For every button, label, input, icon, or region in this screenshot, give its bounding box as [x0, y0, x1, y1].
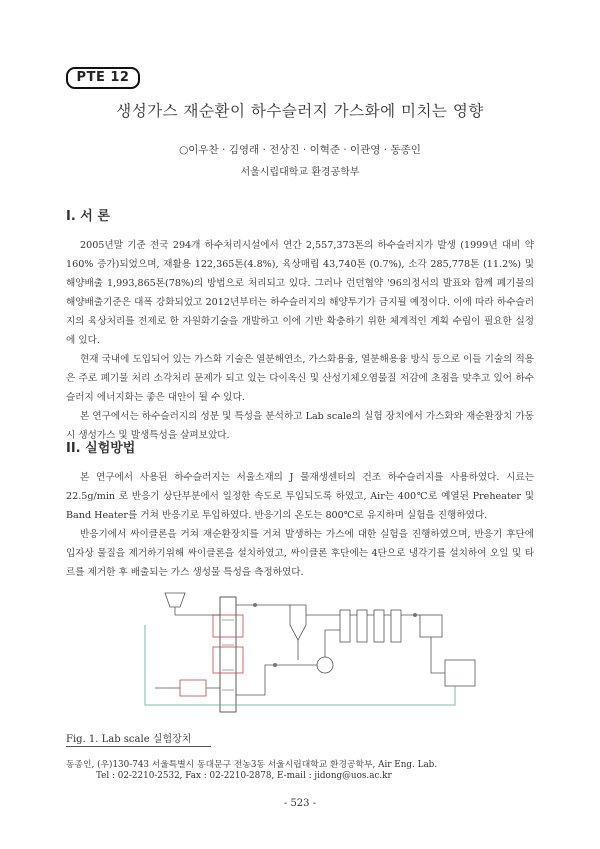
cooler-2 — [357, 610, 367, 642]
footnote-address: 동종인, (우)130-743 서울특별시 동대문구 전농3동 서울시립대학교 환경공학부, Air Eng. Lab. — [66, 760, 438, 770]
authors: ○이우찬 · 김영래 · 전상진 · 이혁준 · 이관영 · 동종인 — [179, 144, 421, 156]
lab-apparatus-diagram — [125, 585, 485, 717]
feeder-hopper — [165, 593, 185, 607]
method-heading: II. 실험방법 — [66, 441, 136, 456]
preheater — [180, 680, 206, 696]
session-badge: PTE 12 — [66, 67, 140, 89]
cooler-4 — [391, 610, 401, 642]
affiliation: 서울시립대학교 환경공학부 — [240, 167, 360, 178]
cooler-3 — [374, 610, 384, 642]
figure-caption: Fig. 1. Lab scale 실험장치 — [66, 734, 192, 745]
intro-paragraph-2: 현재 국내에 도입되어 있는 가스화 기술은 열분해연소, 가스화용융, 열분해용융 방식 등으로 이들 기술의 적용은 주로 폐기물 처리 소각처리 문제가 되고 있는 다이옥신 및 산성기체오염물질 저감에 초점을 맞추고 있어 하수슬러지 에너지화는 좋은 대안이 될 수 있다. — [66, 354, 534, 403]
recirculation-pump — [317, 657, 333, 673]
intro-paragraph-1: 2005년말 기준 전국 294개 하수처리시설에서 연간 2,557,373톤의 하수슬러지가 발생 (1999년 대비 약 160% 증가)되었으며, 재활용 122,365톤(4.8%), 육상매립 43,740톤 (0.7%), 소각 285,778톤 (11.2%) 및 해양배출 1,993,865톤(78%)의 방법으로 처리되고 있다. 그러나 런던협약 '96의정서의 발표와 함께 폐기물의 해양배출기준은 대폭 강화되었고 2012년부터는 하수슬러지의 해양투기가 금지될 예정이다. 이에 따라 하수슬러지의 육상처리를 전제로 한 자원화기술을 개발하고 이에 기반 확충하기 위한 체계적인 계획 수립이 필요한 실정에 있다. — [66, 240, 534, 346]
footnote-contact: Tel : 02-2210-2532, Fax : 02-2210-2878, E-mail : jidong@uos.ac.kr — [96, 771, 392, 781]
cooler-1 — [340, 610, 350, 642]
footnote-rule — [66, 746, 211, 747]
intro-heading: I. 서 론 — [66, 209, 110, 224]
page-number: - 523 - — [283, 798, 317, 809]
intro-paragraph-3: 본 연구에서는 하수슬러지의 성분 및 특성을 분석하고 Lab scale의 실험 장치에서 가스화와 재순환장치 가동시 생성가스 및 발생특성을 살펴보았다. — [66, 411, 534, 441]
band-heater — [213, 615, 243, 637]
method-paragraph-2: 반응기에서 싸이클론을 거쳐 재순환장치를 거쳐 발생하는 가스에 대한 실험을 진행하였으며, 반응기 후단에 입자상 물질을 제거하기위해 싸이클론을 설치하였고, 싸이클론 후단에는 4단으로 냉각기를 설치하여 오일 및 타르를 제거한 후 배출되는 가스 생성물 특성을 측정하였다. — [66, 529, 534, 578]
gas-meter — [420, 615, 442, 637]
paper-title: 생성가스 재순환이 하수슬러지 가스화에 미치는 영향 — [116, 102, 484, 120]
reactor-column — [220, 597, 236, 712]
method-paragraph-1: 본 연구에서 사용된 하수슬러지는 서울소재의 J 물재생센터의 건조 하수슬러지를 사용하였다. 시료는 22.5g/min 로 반응기 상단부분에서 일정한 속도로 투입되도록 하였고, Air는 400℃로 예열된 Preheater 및 Band Heater를 거쳐 반응기로 투입하였다. 반응기의 온도는 800℃로 유지하며 실험을 진행하였다. — [66, 472, 534, 521]
gas-analyzer — [445, 660, 475, 686]
cyclone — [290, 605, 306, 640]
